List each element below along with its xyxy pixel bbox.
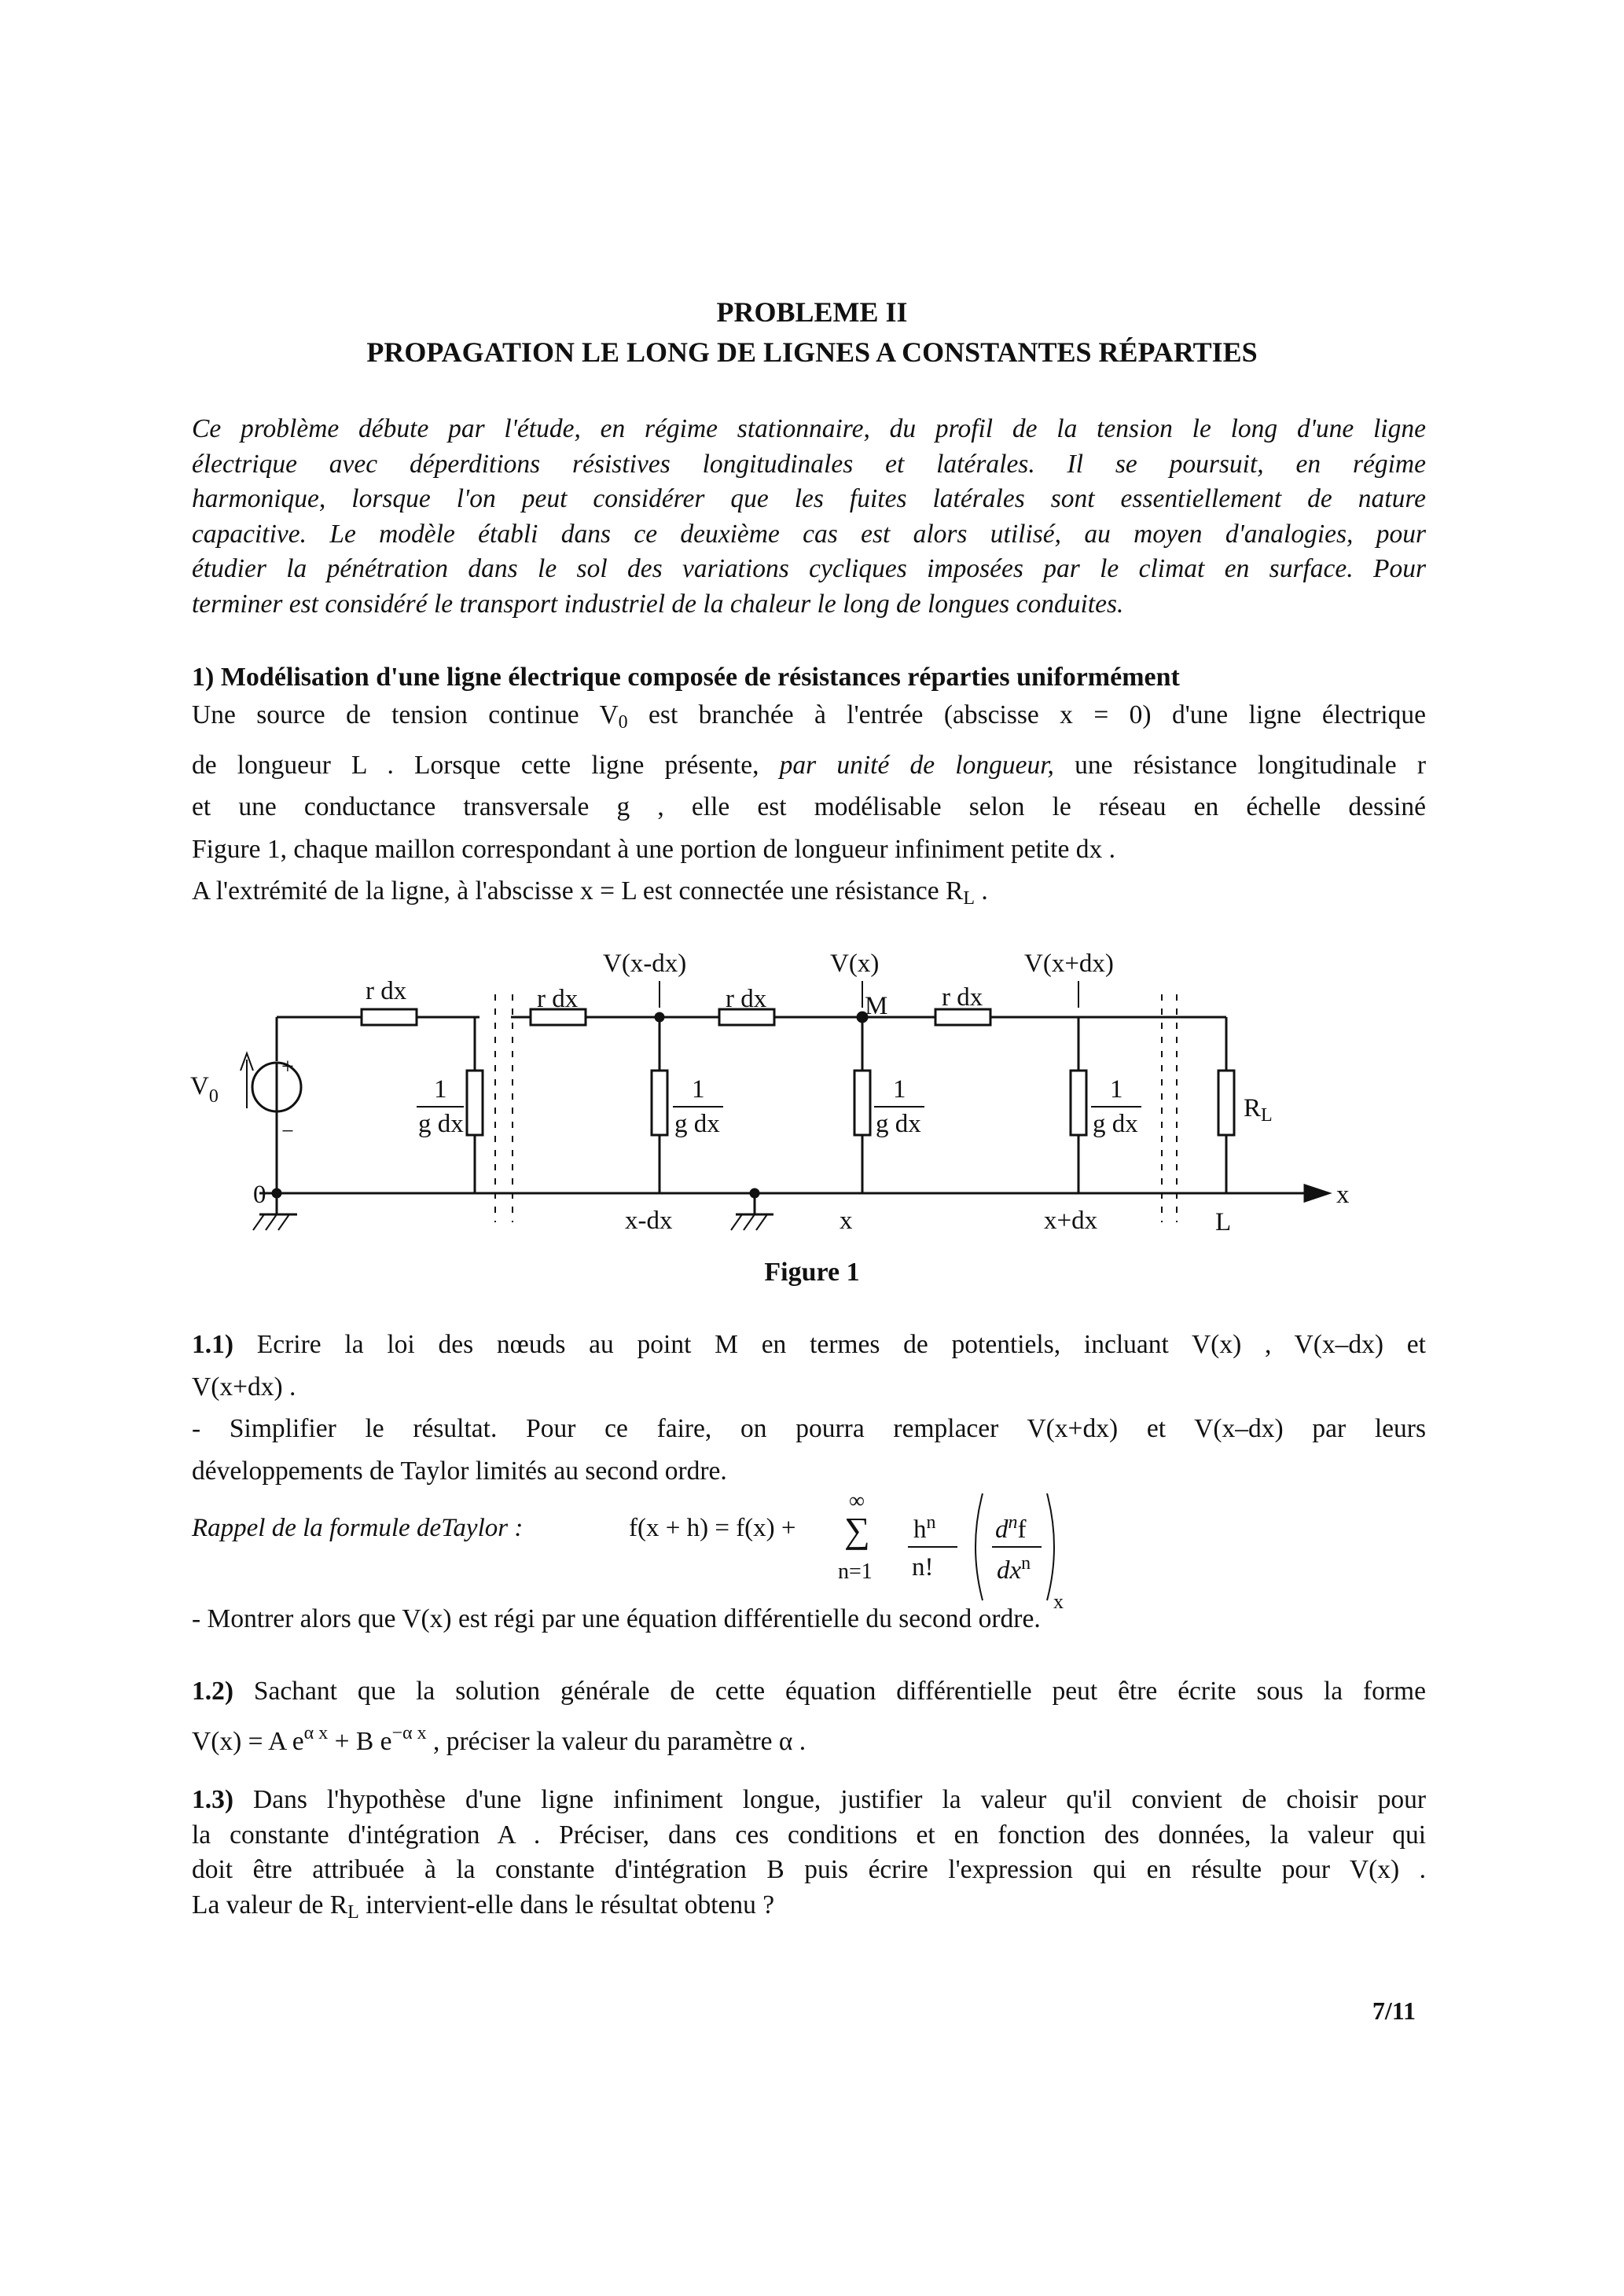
axis-label: x xyxy=(1336,1181,1350,1209)
source-label: $V_0$ xyxy=(190,1072,219,1107)
section-heading: 1) Modélisation d'une ligne électrique composée de résistances réparties uniformément xyxy=(192,663,1180,692)
shunt-label-den: g dx xyxy=(876,1110,921,1138)
sum-upper-limit: ∞ xyxy=(849,1489,865,1513)
minus-sign: − xyxy=(281,1119,294,1144)
figure-caption: Figure 1 xyxy=(764,1258,860,1287)
question-1-3: 1.3) Dans l'hypothèse d'une ligne infiniment longue, justifier la valeur qu'il convient de choisir pour la constante d'intégration A . Préciser, dans ces conditions et en fonction des données, la valeur qui doit être attribuée à la constante d'intégration B puis écrire l'expression qui en résulte pour V(x) . La valeur de $R_L$ intervient-elle dans le résultat obtenu ? xyxy=(192,1785,1426,1923)
left-parenthesis xyxy=(976,1493,983,1600)
axis-origin-label: 0 xyxy=(253,1181,266,1209)
shunt-label-num: 1 xyxy=(893,1075,906,1104)
axis-tick-label: x+dx xyxy=(1044,1207,1098,1235)
shunt-label-den: g dx xyxy=(1093,1110,1138,1138)
shunt-label-num: 1 xyxy=(1110,1075,1123,1104)
section-1-text: Une source de tension continue $V_0$ est branchée à l'entrée (abscisse x = 0) d'une ligne électrique de longueur L . Lorsque cette ligne présente, par unité de longueur, une résistance longitudinale r et une conductance transversale g , elle est modélisable selon le réseau en échelle dessiné Figure 1, chaque maillon correspondant à une portion de longueur infiniment petite dx . A l'extrémité de la ligne, à l'abscisse x = L est connectée une résistance $R_L$ . xyxy=(192,700,1426,909)
question-1-2: 1.2) Sachant que la solution générale de cette équation différentielle peut être écrite sous la forme V(x) = A $e^{\alpha x} + B$ $e^{-\alpha x}$ , préciser la valeur du paramètre α . xyxy=(192,1677,1426,1756)
axis-tick-label: L xyxy=(1215,1208,1232,1236)
frac-numerator: $h^n$ xyxy=(913,1512,936,1544)
series-label: r dx xyxy=(942,983,983,1012)
taylor-label: Rappel de la formule deTaylor : xyxy=(192,1514,524,1542)
page-number: 7/11 xyxy=(1372,1997,1416,2025)
question-1-1-end: - Montrer alors que V(x) est régi par une équation différentielle du second ordre. xyxy=(192,1604,1041,1633)
series-label: r dx xyxy=(366,977,407,1005)
axis-tick-label: x xyxy=(840,1207,853,1235)
sum-lower-limit: n=1 xyxy=(838,1559,873,1584)
right-parenthesis xyxy=(1047,1493,1054,1600)
series-label: r dx xyxy=(537,985,579,1013)
shunt-label-num: 1 xyxy=(434,1075,447,1104)
load-label: RL xyxy=(1244,1094,1273,1126)
eval-point: x xyxy=(1053,1590,1064,1613)
taylor-lhs: f(x + h) = f(x) + xyxy=(629,1514,796,1542)
shunt-label-den: g dx xyxy=(674,1110,720,1138)
problem-title: PROBLEME II xyxy=(716,296,908,328)
deriv-denominator: $dx^n$ xyxy=(997,1553,1031,1585)
shunt-label-num: 1 xyxy=(692,1075,705,1104)
frac-denominator: n! xyxy=(912,1553,934,1581)
deriv-numerator: $d^nf$ xyxy=(995,1512,1027,1544)
axis-tick-label: x-dx xyxy=(625,1207,673,1235)
shunt-label-den: g dx xyxy=(418,1110,464,1138)
voltage-label: V(x) xyxy=(830,950,880,978)
question-1-1: 1.1) Ecrire la loi des nœuds au point M en termes de potentiels, incluant V(x) , V(x–dx) et V(x+dx) . - Simplifier le résultat. Pour ce faire, on pourra remplacer V(x+dx) et V(x–dx) par leurs développements de Taylor limités au second ordre. xyxy=(192,1330,1426,1486)
series-label: r dx xyxy=(726,985,767,1013)
sum-symbol: ∑ xyxy=(844,1510,870,1550)
plus-sign: + xyxy=(281,1055,294,1079)
voltage-label: V(x+dx) xyxy=(1024,950,1114,978)
voltage-label: V(x-dx) xyxy=(603,950,687,978)
problem-subtitle: PROPAGATION LE LONG DE LIGNES A CONSTANTES RÉPARTIES xyxy=(366,336,1258,368)
node-m-label: M xyxy=(865,992,888,1020)
intro-paragraph: Ce problème débute par l'étude, en régime stationnaire, du profil de la tension le long d'une ligne électrique avec déperditions résistives longitudinales et latérales. Il se poursuit, en régime harmonique, lorsque l'on peut considérer que les fuites latérales sont essentiellement de nature capacitive. Le modèle établi dans ce deuxième cas est alors utilisé, au moyen d'analogies, pour étudier la pénétration dans le sol des variations cycliques imposées par le climat en surface. Pour terminer est considéré le transport industriel de la chaleur le long de longues conduites. xyxy=(192,414,1426,619)
